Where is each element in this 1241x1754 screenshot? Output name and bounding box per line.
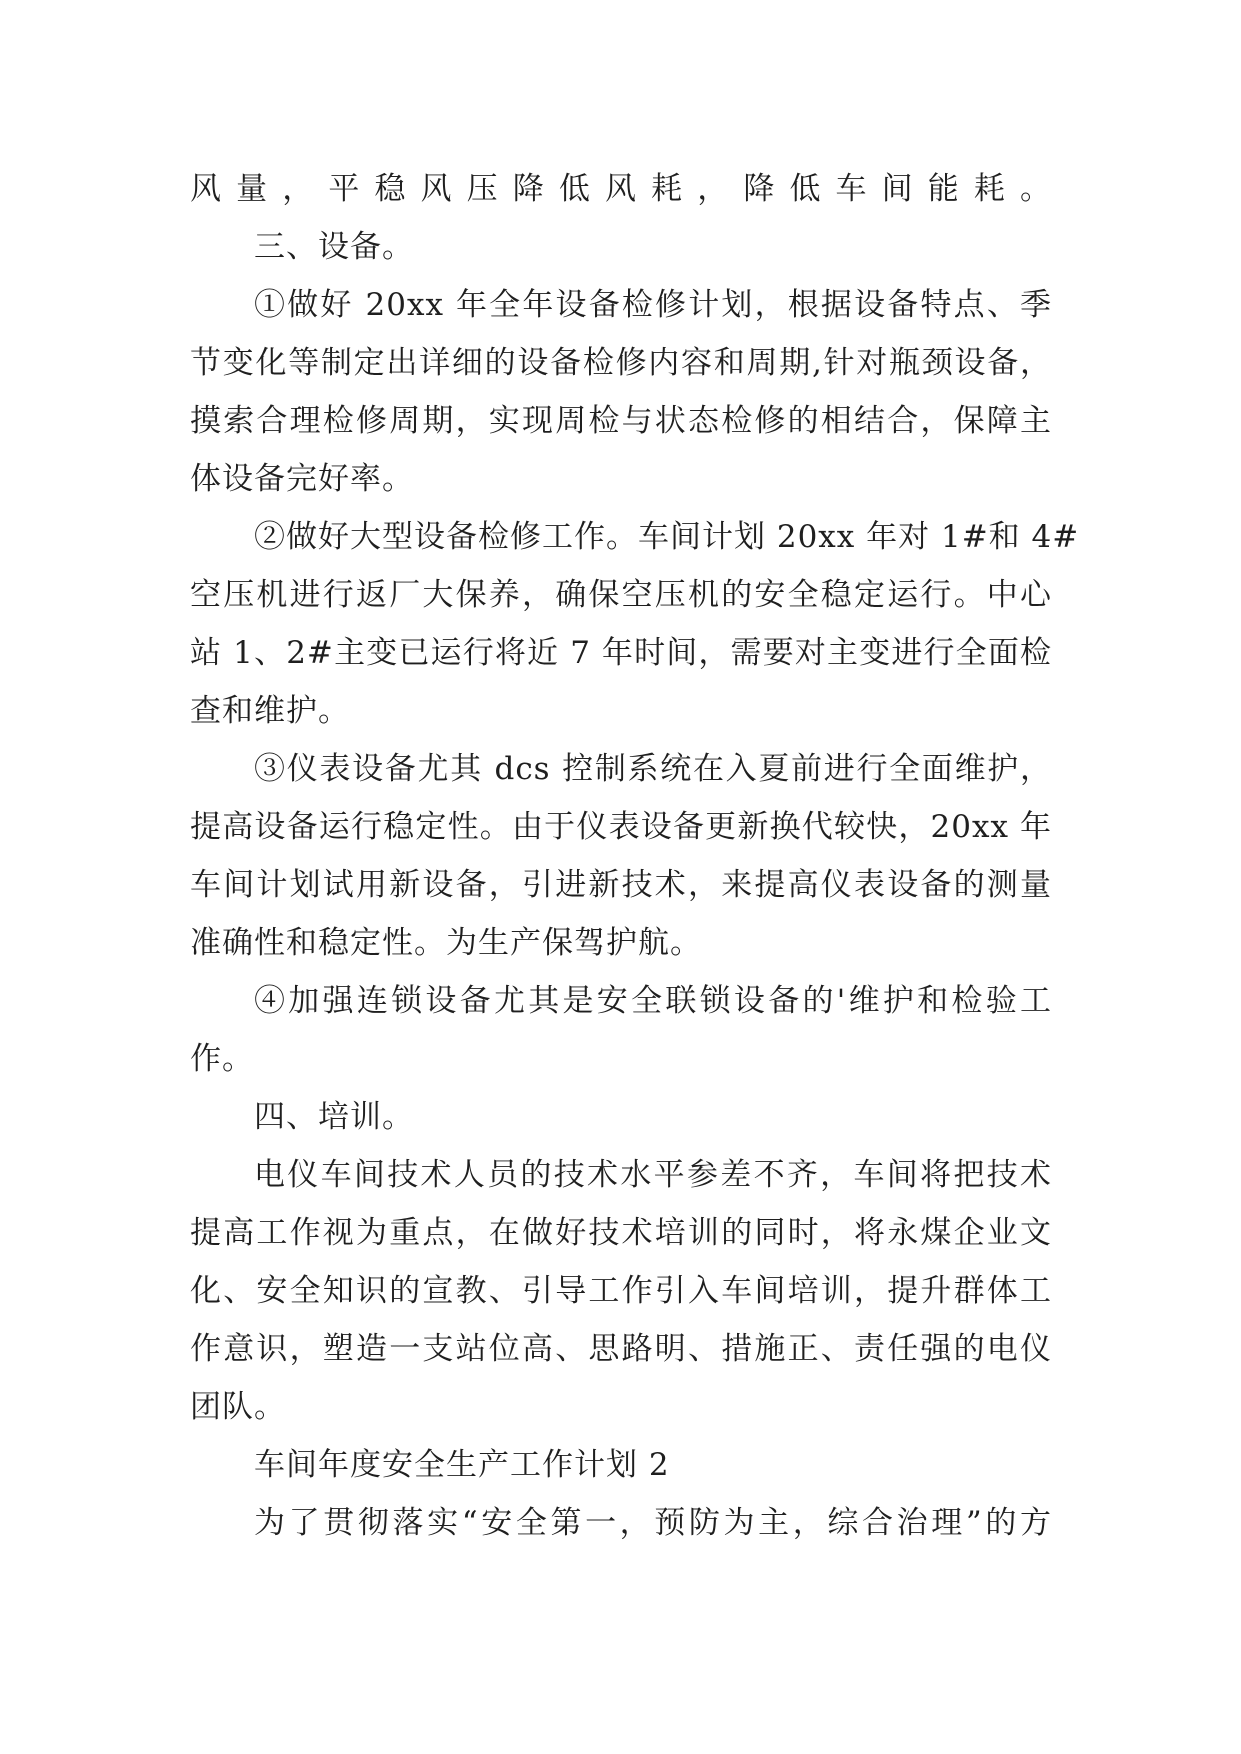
text-line: 空压机进行返厂大保养，确保空压机的安全稳定运行。中心: [190, 577, 1052, 613]
text-line: 风量，平稳风压降低风耗，降低车间能耗。: [190, 171, 1052, 207]
text-line: 摸索合理检修周期，实现周检与状态检修的相结合，保障主: [190, 403, 1052, 439]
text-line: ③仪表设备尤其 dcs 控制系统在入夏前进行全面维护，: [254, 751, 1052, 787]
text-line: 化、安全知识的宣教、引导工作引入车间培训，提升群体工: [190, 1273, 1052, 1309]
section-heading-training: 四、培训。: [254, 1099, 414, 1135]
text-line: 团队。: [190, 1389, 286, 1425]
text-line: 电仪车间技术人员的技术水平参差不齐，车间将把技术: [254, 1157, 1052, 1193]
text-line: 节变化等制定出详细的设备检修内容和周期,针对瓶颈设备，: [190, 345, 1052, 381]
text-line: ②做好大型设备检修工作。车间计划 20xx 年对 1#和 4#: [254, 519, 1080, 555]
text-line: 提高设备运行稳定性。由于仪表设备更新换代较快，20xx 年: [190, 809, 1052, 845]
document-body: [190, 160, 1080, 1552]
text-line: 作意识，塑造一支站位高、思路明、措施正、责任强的电仪: [190, 1331, 1052, 1367]
section-heading-equipment: 三、设备。: [254, 229, 414, 265]
text-line: 提高工作视为重点，在做好技术培训的同时，将永煤企业文: [190, 1215, 1052, 1251]
text-line: 准确性和稳定性。为生产保驾护航。: [190, 925, 702, 961]
text-line: 车间计划试用新设备，引进新技术，来提高仪表设备的测量: [190, 867, 1052, 903]
text-line: 查和维护。: [190, 693, 350, 729]
text-line: 体设备完好率。: [190, 461, 414, 497]
text-line: ①做好 20xx 年全年设备检修计划，根据设备特点、季: [254, 287, 1052, 323]
document-subtitle: 车间年度安全生产工作计划 2: [254, 1447, 670, 1483]
text-line: 站 1、2#主变已运行将近 7 年时间，需要对主变进行全面检: [190, 635, 1052, 671]
text-line: 作。: [190, 1041, 254, 1077]
text-line: 为了贯彻落实“安全第一，预防为主，综合治理”的方: [254, 1505, 1052, 1541]
text-line: ④加强连锁设备尤其是安全联锁设备的'维护和检验工: [254, 983, 1052, 1019]
